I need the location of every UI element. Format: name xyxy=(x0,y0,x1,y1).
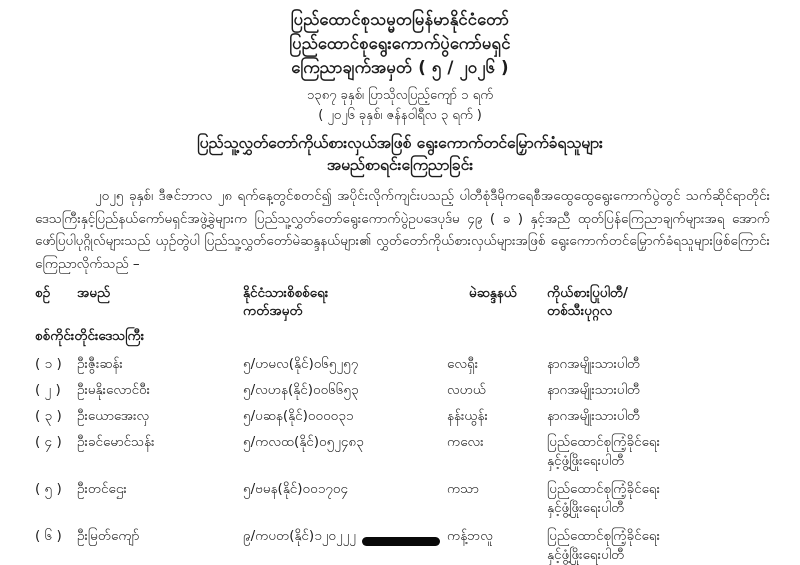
party-name xyxy=(547,381,772,400)
nrc-number: ၅/လဟန(နိုင်)၀၀၆၆၅၃ xyxy=(243,382,359,398)
region-section-header: စစ်ကိုင်းတိုင်းဒေသကြီး xyxy=(35,328,145,344)
row-number: ( ၁ ) xyxy=(35,356,62,372)
nrc-number: ၉/ကပတ(နိုင်)၁၂၀၂၂၂ xyxy=(243,528,356,544)
table-row xyxy=(35,407,772,426)
candidate-name: ဦးယောအေးလှ xyxy=(77,408,150,424)
row-number: ( ၆ ) xyxy=(35,528,62,544)
constituency: လေရှီး xyxy=(447,356,479,372)
myanmar-era-date: ၁၃၈၇ ခုနှစ်၊ ပြာသိုလပြည့်ကျော် ၁ ရက် xyxy=(307,88,493,103)
candidate-name: ဦးမြတ်ကျော် xyxy=(77,528,140,544)
table-row xyxy=(35,433,772,471)
party-line1: နာဂအမျိုးသားပါတီ xyxy=(547,408,641,424)
party-name xyxy=(547,407,772,426)
constituency: ကန့်ဘလူ xyxy=(447,528,493,544)
nrc-number: ၅/ကလထ(နိုင်)၀၅၂၄၈၃ xyxy=(243,434,364,450)
constituency: ကလေး xyxy=(447,434,484,450)
home-indicator-bar xyxy=(362,537,440,546)
candidate-name: ဦးဇွီးဆန်း xyxy=(77,356,123,372)
body-paragraph: ၂၀၂၅ ခုနှစ်၊ ဒီဇင်ဘာလ ၂၈ ရက်နေ့တွင်စတင်၍ အပိုင်းလိုက်ကျင်းပသည့် ပါတီစုံဒီမိုကရေစီအထွေထွေရွေးကောက်ပွဲတွင် သက်ဆိုင်ရာတိုင်းဒေသကြီးနှင့်ပြည်နယ်ကော်မရှင်အဖွဲ့ခွဲများက ပြည်သူ့လွှတ်တော်ရွေးကောက်ပွဲဥပဒေပုဒ်မ ၄၉ ( ခ ) နှင့်အညီ ထုတ်ပြန်ကြေညာချက်များအရ အောက်ဖော်ပြပါပုဂ္ဂိုလ်များသည် ယှဉ်တွဲပါ ပြည်သူ့လွှတ်တော်မဲဆန္ဒနယ်များ၏ လွှတ်တော်ကိုယ်စားလှယ်များအဖြစ် ရွေးကောက်တင်မြှောက်ခံရသူများဖြစ်ကြောင်း ကြေညာလိုက်သည် – xyxy=(35,188,770,272)
table-row xyxy=(35,355,772,374)
subtitle-line-1: ပြည်သူ့လွှတ်တော်ကိုယ်စားလှယ်အဖြစ် ရွေးကောက်တင်မြှောက်ခံရသူများ xyxy=(197,134,603,152)
party-line2: နှင့်ဖွံ့ဖြိုးရေးပါတီ xyxy=(547,547,625,563)
nrc-number: ၅/ဟမလ(နိုင်)၀၆၅၂၅၇ xyxy=(243,356,359,372)
header-party-line1: ကိုယ်စားပြုပါတီ/ xyxy=(547,285,628,301)
nrc-number: ၅/ဗမန(နိုင်)၀၀၁၇၀၄ xyxy=(243,481,349,497)
party-name xyxy=(547,355,772,374)
header-party-line2: တစ်သီးပုဂ္ဂလ xyxy=(547,303,613,319)
header-nrc-line1: နိုင်ငံသားစိစစ်ရေး xyxy=(243,285,329,301)
party-name xyxy=(547,433,772,471)
party-line1: နာဂအမျိုးသားပါတီ xyxy=(547,382,641,398)
header-nrc-line2: ကတ်အမှတ် xyxy=(243,303,303,319)
candidate-name: ဦးမနိုးလောင်ဝီး xyxy=(77,382,151,398)
gregorian-date: ( ၂၀၂၆ ခုနှစ်၊ ဇန်နဝါရီလ ၃ ရက် ) xyxy=(318,108,482,123)
party-line1: ပြည်ထောင်စုကြံ့ခိုင်ရေး xyxy=(547,528,661,544)
candidate-name: ဦးခင်မောင်သန်း xyxy=(77,434,155,450)
table-row xyxy=(35,527,772,565)
commission-title: ပြည်ထောင်စုရွေးကောက်ပွဲကော်မရှင် xyxy=(289,34,511,53)
header-party xyxy=(547,284,772,320)
table-header-row xyxy=(35,284,772,320)
party-line2: နှင့်ဖွံ့ဖြိုးရေးပါတီ xyxy=(547,500,625,516)
row-number: ( ၅ ) xyxy=(35,481,62,497)
party-name xyxy=(547,527,772,565)
constituency: နန်းယွန်း xyxy=(447,408,488,424)
party-line1: နာဂအမျိုးသားပါတီ xyxy=(547,356,641,372)
nrc-number: ၅/ပဆန(နိုင်)၀၀၀၀၃၁ xyxy=(243,408,354,424)
table-row xyxy=(35,480,772,518)
subtitle-line-2: အမည်စာရင်းကြေညာခြင်း xyxy=(326,156,474,174)
header-constituency: မဲဆန္ဒနယ် xyxy=(469,285,517,301)
candidate-name: ဦးတင်ဌေး xyxy=(77,481,127,497)
table-row xyxy=(35,381,772,400)
row-number: ( ၃ ) xyxy=(35,408,62,424)
header-name: အမည် xyxy=(77,285,111,301)
constituency: ကသာ xyxy=(447,481,479,497)
party-line1: ပြည်ထောင်စုကြံ့ခိုင်ရေး xyxy=(547,481,661,497)
party-name xyxy=(547,480,772,518)
constituency: လဟယ် xyxy=(447,382,486,398)
party-line2: နှင့်ဖွံ့ဖြိုးရေးပါတီ xyxy=(547,453,625,469)
party-line1: ပြည်ထောင်စုကြံ့ခိုင်ရေး xyxy=(547,434,661,450)
header-no: စဉ် xyxy=(35,285,51,301)
results-table xyxy=(35,284,772,565)
row-number: ( ၂ ) xyxy=(35,382,61,398)
announcement-number: ကြေညာချက်အမှတ် ( ၅ / ၂၀၂၆ ) xyxy=(291,58,509,77)
document-header xyxy=(0,0,800,176)
header-nrc xyxy=(243,284,447,320)
country-title: ပြည်ထောင်စုသမ္မတမြန်မာနိုင်ငံတော် xyxy=(290,10,510,29)
row-number: ( ၄ ) xyxy=(35,434,62,450)
